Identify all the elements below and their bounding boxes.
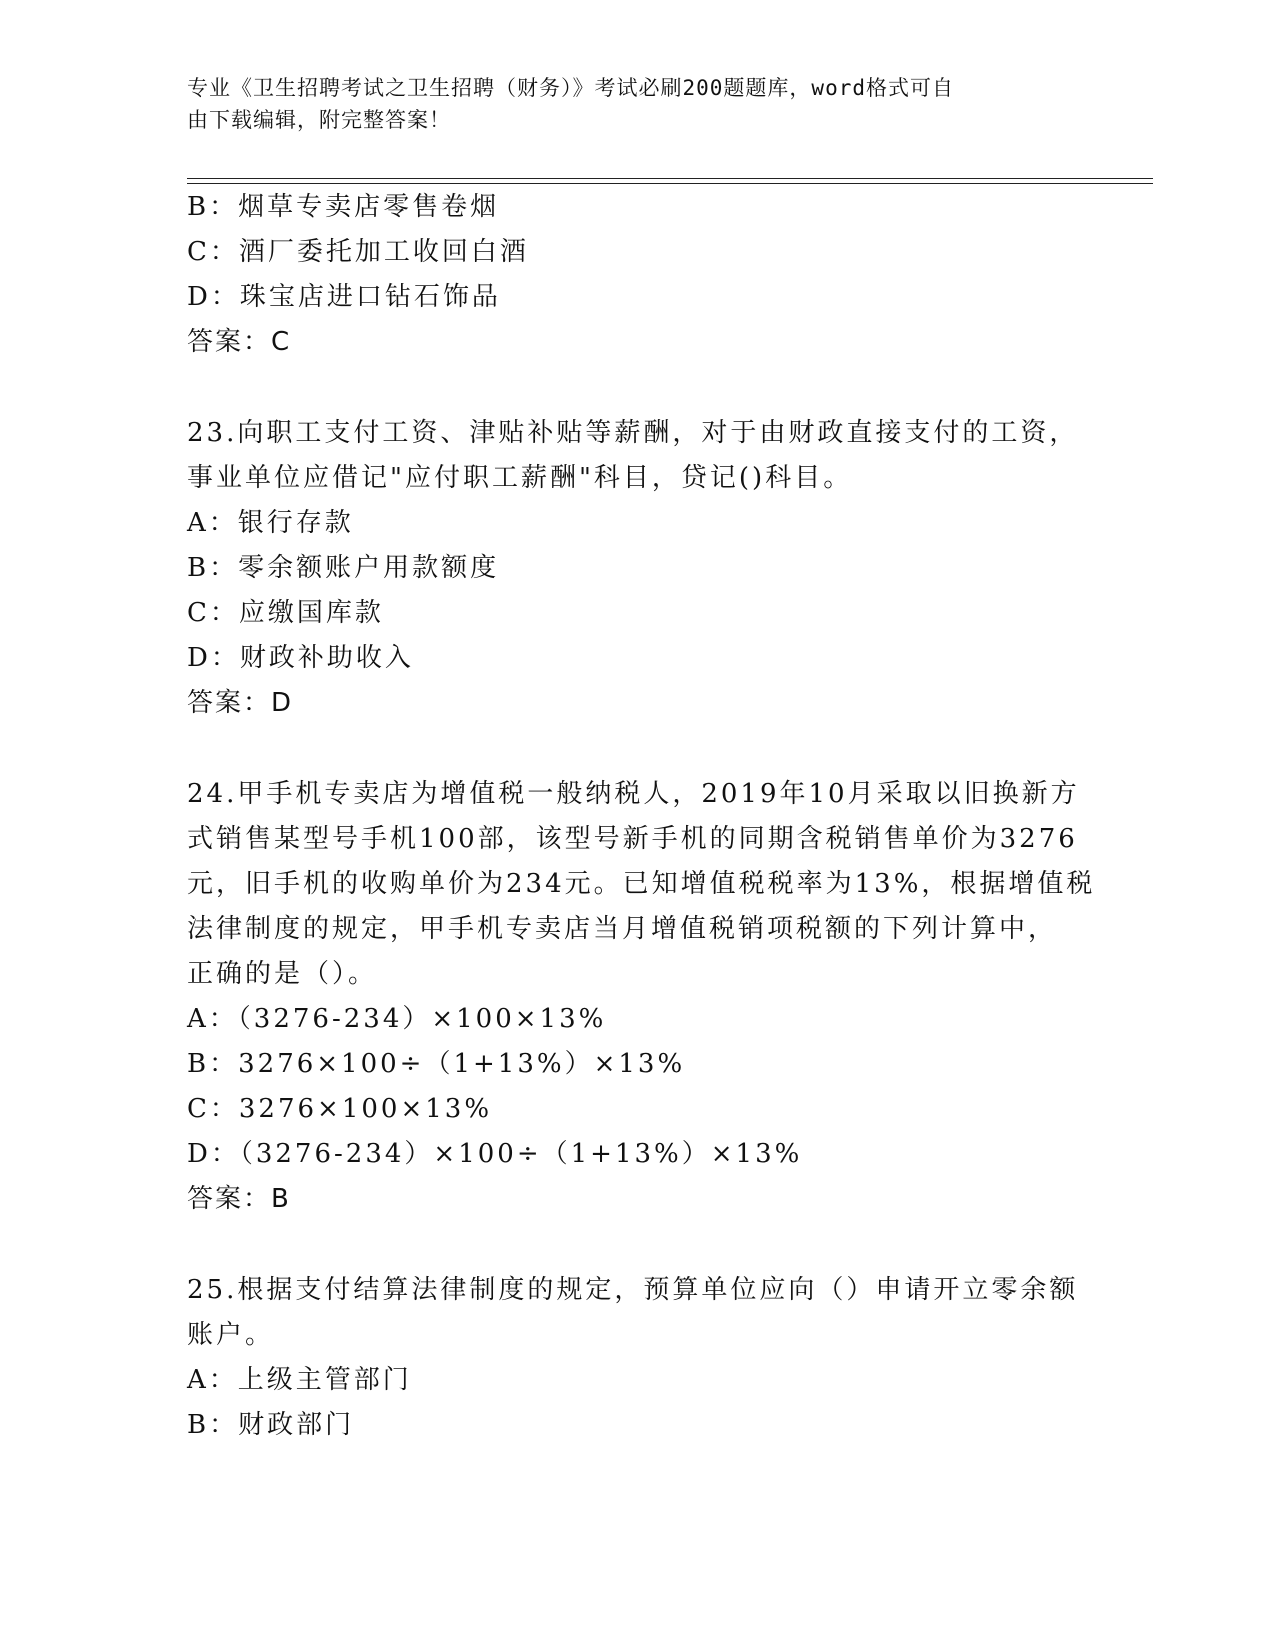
q23-option-d: D：财政补助收入 (187, 643, 414, 673)
q24-option-b: B：3276×100÷（1+13%）×13% (187, 1049, 686, 1079)
q23-option-c: C：应缴国库款 (187, 598, 384, 628)
q23-answer: 答案：D (187, 688, 294, 718)
q22-answer: 答案：C (187, 327, 292, 357)
q25-option-b: B：财政部门 (187, 1410, 355, 1440)
q25-option-a: A：上级主管部门 (187, 1365, 412, 1395)
q22-option-d: D：珠宝店进口钻石饰品 (187, 282, 501, 312)
header-divider-top (187, 178, 1153, 179)
q22-option-b: B：烟草专卖店零售卷烟 (187, 192, 500, 222)
q23-stem-line-2: 事业单位应借记"应付职工薪酬"科目，贷记()科目。 (187, 463, 853, 493)
q24-answer: 答案：B (187, 1184, 291, 1214)
document-header (187, 72, 1087, 136)
q24-stem-line-4: 法律制度的规定，甲手机专卖店当月增值税销项税额的下列计算中， (187, 914, 1058, 944)
q23-stem-line-1: 23.向职工支付工资、津贴补贴等薪酬，对于由财政直接支付的工资， (187, 418, 1079, 448)
q24-stem-line-1: 24.甲手机专卖店为增值税一般纳税人，2019年10月采取以旧换新方 (187, 779, 1080, 809)
header-divider-bottom (187, 183, 1153, 184)
q22-option-c: C：酒厂委托加工收回白酒 (187, 237, 529, 267)
q24-option-d: D：（3276-234）×100÷（1+13%）×13% (187, 1139, 803, 1169)
q23-option-a: A：银行存款 (187, 508, 354, 538)
q25-stem-line-1: 25.根据支付结算法律制度的规定，预算单位应向（）申请开立零余额 (187, 1275, 1079, 1305)
q24-stem-line-2: 式销售某型号手机100部，该型号新手机的同期含税销售单价为3276 (187, 824, 1078, 854)
q24-stem-line-3: 元，旧手机的收购单价为234元。已知增值税税率为13%，根据增值税 (187, 869, 1096, 899)
header-line-1: 专业《卫生招聘考试之卫生招聘（财务）》考试必刷200题题库，word格式可自 (187, 76, 954, 100)
q24-option-a: A：（3276-234）×100×13% (187, 1004, 607, 1034)
q25-stem-line-2: 账户。 (187, 1320, 275, 1350)
q24-stem-line-5: 正确的是（）。 (187, 959, 378, 989)
q23-option-b: B：零余额账户用款额度 (187, 553, 500, 583)
header-line-2: 由下载编辑，附完整答案！ (187, 108, 451, 132)
q24-option-c: C：3276×100×13% (187, 1094, 493, 1124)
